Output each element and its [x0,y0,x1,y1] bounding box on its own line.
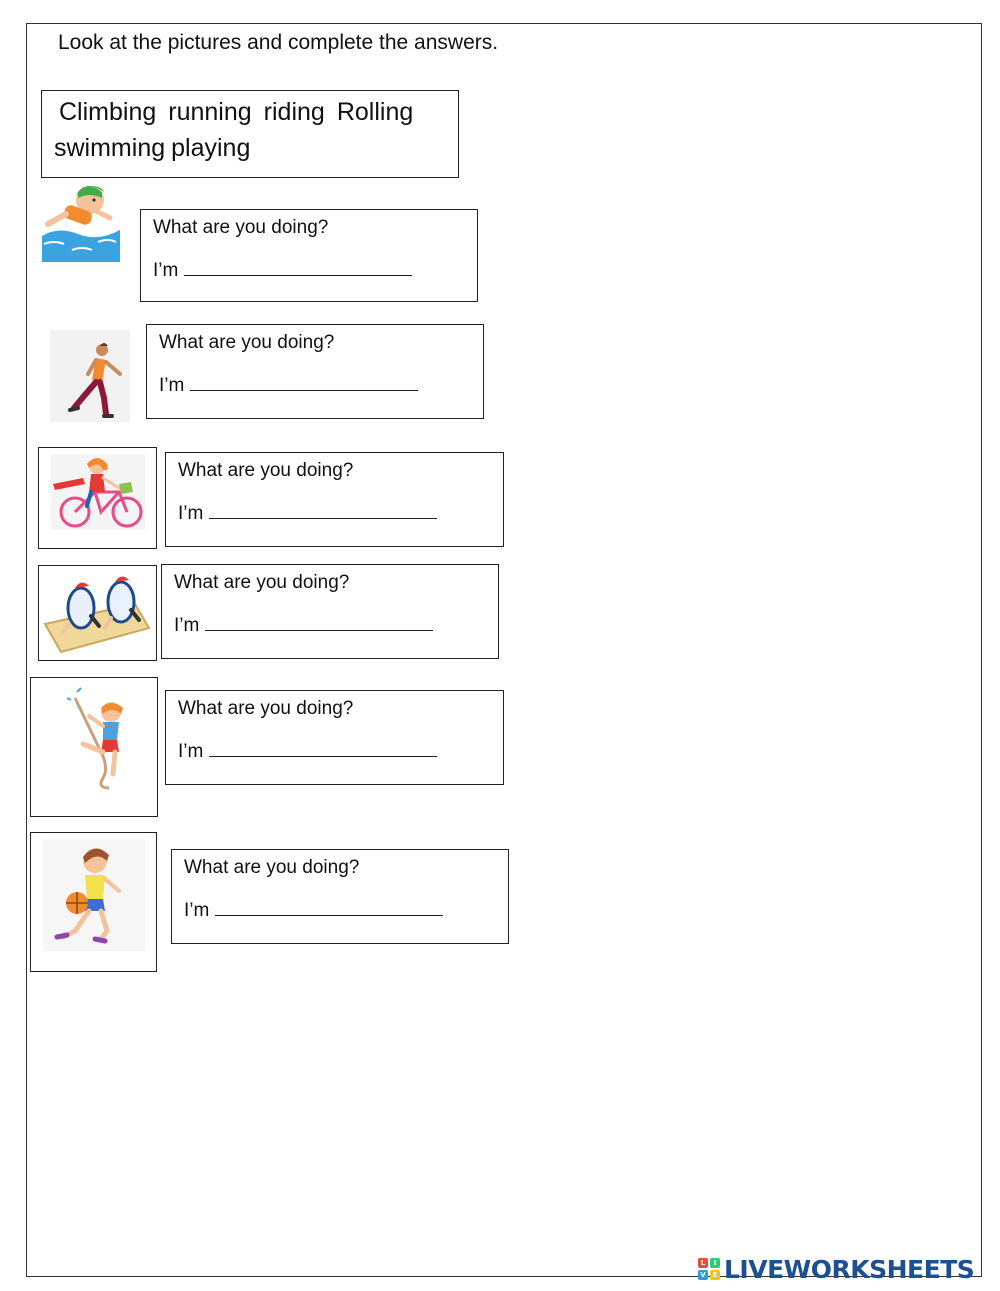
question-box-4 [161,564,499,659]
picture-frame-6 [30,832,157,972]
picture-frame-5 [30,677,158,817]
word-bank-word: Rolling [336,98,414,126]
logo-cube: I [710,1258,720,1268]
question-text: What are you doing? [178,460,354,481]
answer-line [178,502,437,525]
liveworksheets-logo [698,1254,974,1284]
girl-riding-bicycle-icon [39,448,155,547]
picture-frame-1 [38,178,122,268]
question-text: What are you doing? [159,332,335,353]
question-box-3 [165,452,504,547]
instruction-text: Look at the pictures and complete the answers. [58,31,499,54]
answer-prefix: I’m [184,900,210,921]
word-bank-word: riding [263,98,325,126]
word-bank-word: swimming [54,134,166,162]
logo-cubes-icon [698,1258,720,1280]
answer-prefix: I’m [159,375,185,396]
logo-text: LIVEWORKSHEETS [724,1254,975,1284]
question-box-1 [140,209,478,302]
picture-frame-2 [50,330,130,422]
question-text: What are you doing? [153,217,329,238]
question-box-5 [165,690,504,785]
swimming-child-icon [38,178,122,268]
answer-blank[interactable] [209,740,437,757]
answer-blank[interactable] [209,502,437,519]
answer-blank[interactable] [215,899,443,916]
word-bank-word: running [168,98,252,126]
question-box-2 [146,324,484,419]
answer-prefix: I’m [178,503,204,524]
children-rolling-icon [39,566,155,659]
answer-blank[interactable] [205,614,433,631]
answer-line [184,899,443,922]
question-text: What are you doing? [178,698,354,719]
answer-blank[interactable] [184,259,412,276]
answer-prefix: I’m [174,615,200,636]
child-playing-basketball-icon [31,833,155,970]
word-bank-word: Climbing [59,98,157,126]
answer-line [178,740,437,763]
logo-cube: V [698,1270,708,1280]
question-box-6 [171,849,509,944]
picture-frame-4 [38,565,157,661]
answer-line [153,259,412,282]
logo-cube: E [710,1270,720,1280]
word-bank [41,90,459,178]
running-person-icon [50,330,130,422]
answer-line [159,374,418,397]
answer-prefix: I’m [178,741,204,762]
answer-line [174,614,433,637]
answer-blank[interactable] [190,374,418,391]
question-text: What are you doing? [174,572,350,593]
word-bank-line-1 [54,94,448,130]
picture-frame-3 [38,447,157,549]
child-climbing-rope-icon [31,678,156,815]
word-bank-word: playing [171,134,251,162]
answer-prefix: I’m [153,260,179,281]
question-text: What are you doing? [184,857,360,878]
logo-cube: L [698,1258,708,1268]
word-bank-line-2 [54,130,448,166]
